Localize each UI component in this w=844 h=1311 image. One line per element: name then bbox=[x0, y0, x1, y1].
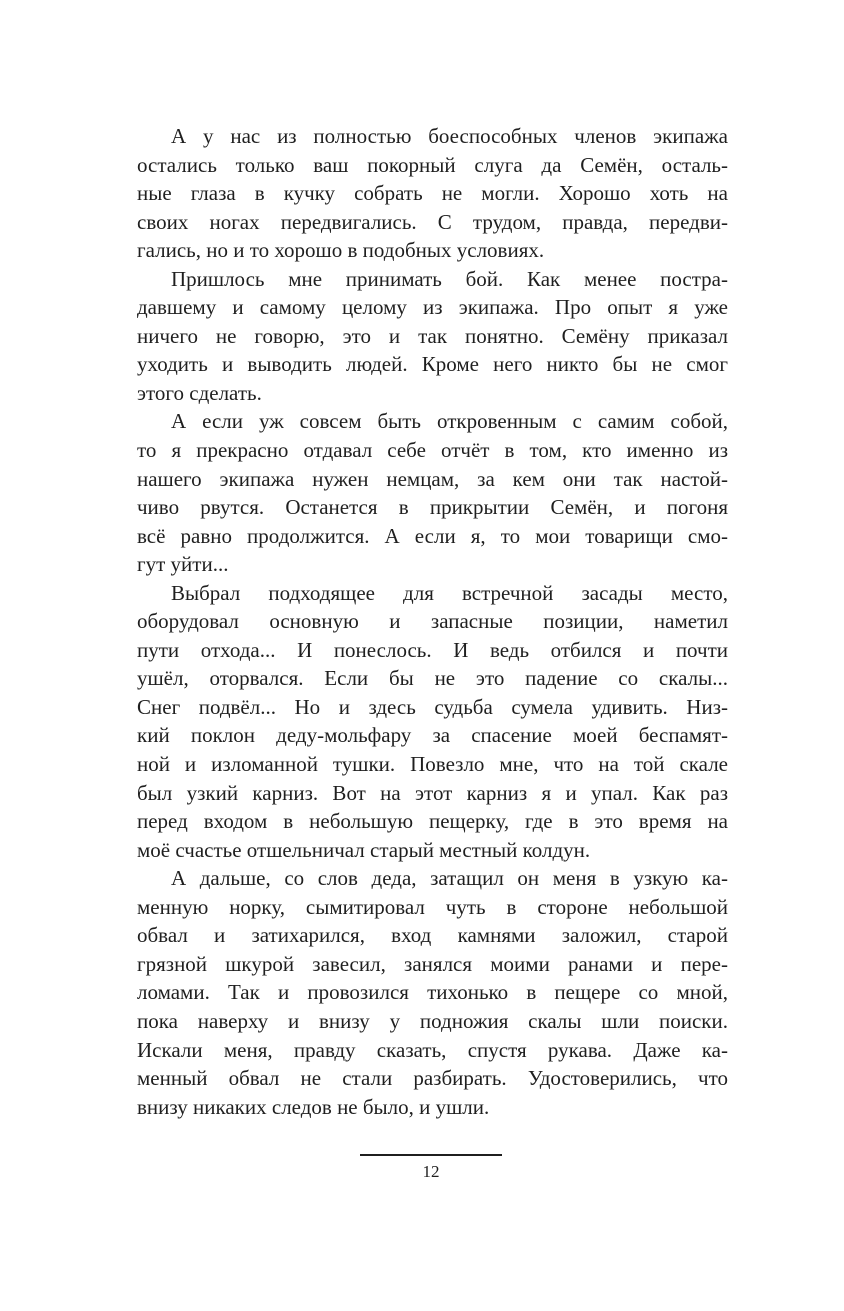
text-line: Снег подвёл... Но и здесь судьба сумела удивить. Низ- bbox=[137, 694, 728, 719]
paragraph bbox=[137, 864, 728, 1121]
text-line: этого сделать. bbox=[137, 380, 262, 405]
text-line: Выбрал подходящее для встречной засады место, bbox=[171, 580, 728, 605]
paragraph bbox=[137, 579, 728, 864]
text-line: внизу никаких следов не было, и ушли. bbox=[137, 1094, 490, 1119]
text-line: был узкий карниз. Вот на этот карниз я и упал. Как раз bbox=[137, 780, 728, 805]
text-line: перед входом в небольшую пещерку, где в это время на bbox=[137, 809, 728, 834]
text-line: кий поклон деду-мольфару за спасение моей беспамят- bbox=[137, 723, 728, 748]
paragraph bbox=[137, 122, 728, 265]
paragraph bbox=[137, 407, 728, 578]
text-line: А у нас из полностью боеспособных членов экипажа bbox=[171, 124, 728, 148]
text-line: ушёл, оторвался. Если бы не это падение со скалы... bbox=[137, 666, 728, 691]
text-line: Пришлось мне принимать бой. Как менее постра- bbox=[171, 266, 728, 291]
text-line: то я прекрасно отдавал себе отчёт в том, кто именно из bbox=[137, 438, 728, 463]
text-line: А если уж совсем быть откровенным с самим собой, bbox=[171, 409, 728, 434]
text-line: моё счастье отшельничал старый местный колдун. bbox=[137, 837, 591, 862]
text-line: Искали меня, правду сказать, спустя рукава. Даже ка- bbox=[137, 1037, 728, 1062]
text-line: нашего экипажа нужен немцам, за кем они так настой- bbox=[137, 466, 728, 491]
page-number: 12 bbox=[422, 1162, 440, 1181]
text-line: чиво рвутся. Останется в прикрытии Семён, и погоня bbox=[137, 495, 728, 520]
text-line: менный обвал не стали разбирать. Удостоверились, что bbox=[137, 1066, 728, 1091]
text-line: давшему и самому целому из экипажа. Про опыт я уже bbox=[137, 295, 728, 320]
text-line: А дальше, со слов деда, затащил он меня в узкую ка- bbox=[171, 866, 728, 891]
text-line: всё равно продолжится. А если я, то мои товарищи смо- bbox=[137, 523, 728, 548]
text-line: своих ногах передвигались. С трудом, правда, передви- bbox=[137, 209, 728, 234]
text-line: ной и изломанной тушки. Повезло мне, что на той скале bbox=[137, 752, 728, 777]
text-line: гались, но и то хорошо в подобных условиях. bbox=[137, 238, 545, 263]
text-line: обвал и затихарился, вход камнями заложил, старой bbox=[137, 923, 728, 948]
text-line: уходить и выводить людей. Кроме него никто бы не смог bbox=[137, 352, 728, 377]
text-line: пути отхода... И понеслось. И ведь отбился и почти bbox=[137, 637, 728, 662]
paragraph bbox=[137, 265, 728, 408]
text-line: оборудовал основную и запасные позиции, наметил bbox=[137, 609, 728, 634]
text-line: ломами. Так и провозился тихонько в пещере со мной, bbox=[137, 980, 728, 1005]
body-text bbox=[137, 122, 728, 1121]
footer-rule bbox=[360, 1154, 502, 1156]
text-line: менную норку, сымитировал чуть в стороне небольшой bbox=[137, 894, 728, 919]
text-line: ные глаза в кучку собрать не могли. Хорошо хоть на bbox=[137, 181, 728, 206]
text-line: остались только ваш покорный слуга да Семён, осталь- bbox=[137, 152, 728, 177]
text-line: пока наверху и внизу у подножия скалы шли поиски. bbox=[137, 1008, 728, 1033]
text-line: гут уйти... bbox=[137, 552, 229, 577]
text-line: грязной шкурой завесил, занялся моими ранами и пере- bbox=[137, 951, 728, 976]
text-line: ничего не говорю, это и так понятно. Семёну приказал bbox=[137, 323, 728, 348]
